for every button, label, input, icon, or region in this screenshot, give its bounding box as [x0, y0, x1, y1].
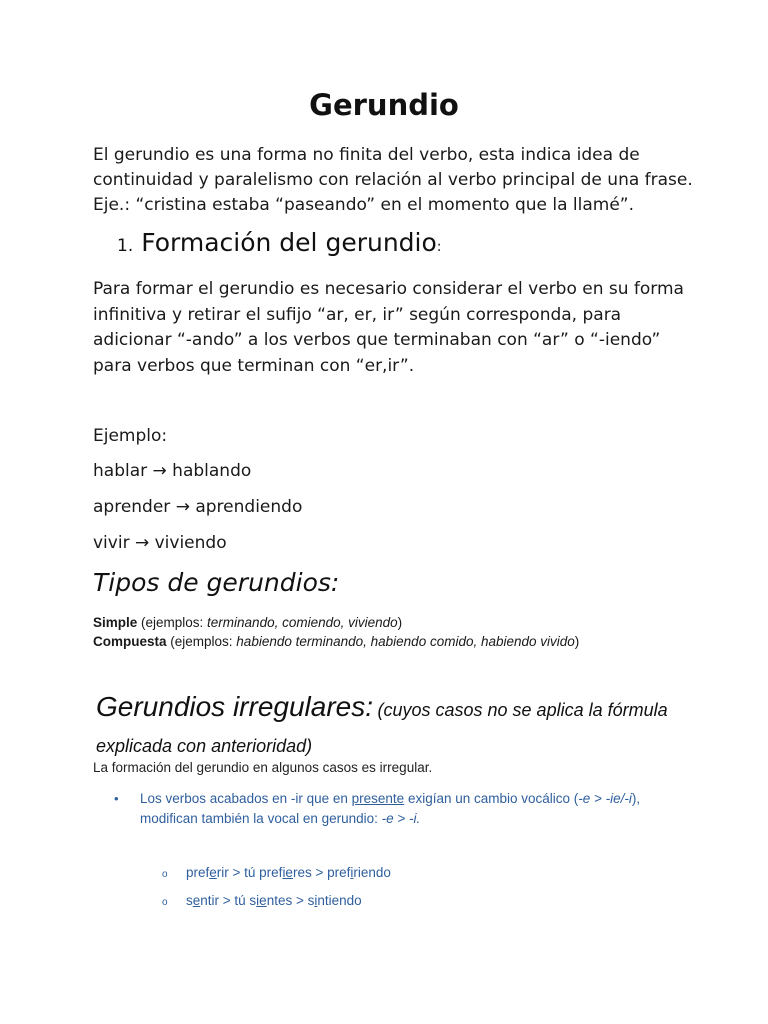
tipo-simple	[93, 613, 579, 632]
list-item	[162, 893, 362, 908]
bullet-text	[140, 789, 684, 829]
list-item	[162, 865, 391, 880]
presente-link[interactable]: presente	[351, 791, 405, 806]
example-part: rir > tú pref	[216, 865, 283, 880]
section-number: 1.	[117, 236, 134, 256]
bullet-text-part: exigían un cambio vocálico (	[404, 791, 579, 806]
tipo-compuesta-prefix: (ejemplos:	[166, 634, 237, 649]
example-part: ntes > s	[266, 893, 315, 908]
example-part: ntiendo	[317, 893, 362, 908]
section-title: Formación del gerundio	[141, 228, 437, 257]
intro-paragraph: El gerundio es una forma no finita del verbo, esta indica idea de continuidad y paralelismo con relación al verbo principal de una frase. Eje.: “cristina estaba “paseando” en el momento que la llamé”.	[93, 145, 693, 215]
example-part: i	[314, 893, 318, 908]
tipos-heading: Tipos de gerundios:	[93, 568, 340, 597]
example-part: s	[186, 893, 193, 908]
tipos-list	[93, 613, 579, 651]
bullet-icon: •	[114, 791, 119, 806]
example-part: res > pref	[292, 865, 351, 880]
tipo-simple-prefix: (ejemplos:	[137, 615, 208, 630]
tipo-compuesta	[93, 632, 579, 651]
example-part: i	[350, 865, 354, 880]
tipo-simple-examples: terminando, comiendo, viviendo	[207, 615, 398, 630]
example-item: hablar → hablando	[93, 461, 252, 481]
example-part: riendo	[353, 865, 391, 880]
close-paren: )	[397, 615, 403, 630]
close-paren: )	[574, 634, 580, 649]
irregulares-title: Gerundios irregulares:	[96, 691, 374, 722]
example-part: pref	[186, 865, 210, 880]
circle-bullet-icon: o	[162, 869, 168, 880]
irregulares-subtext: La formación del gerundio en algunos casos es irregular.	[93, 760, 433, 775]
section-colon: :	[436, 239, 442, 255]
bullet-text-part: Los verbos acabados en -ir que en	[140, 791, 352, 806]
list-item	[114, 789, 684, 829]
tipo-compuesta-label: Compuesta	[93, 634, 167, 649]
example-part: ie	[282, 865, 293, 880]
page-title: Gerundio	[309, 88, 459, 122]
example-item: aprender → aprendiendo	[93, 497, 303, 517]
tipo-compuesta-examples: habiendo terminando, habiendo comido, habiendo vivido	[236, 634, 575, 649]
irregulares-heading	[96, 690, 696, 765]
example-part: e	[192, 893, 201, 908]
example-part: ntir > tú s	[200, 893, 257, 908]
example-part: ie	[256, 893, 267, 908]
example-part: e	[209, 865, 217, 880]
tipo-simple-label: Simple	[93, 615, 138, 630]
circle-bullet-icon: o	[162, 897, 168, 908]
example-label: Ejemplo:	[93, 426, 168, 446]
bullet-rule: -e > -ie/-i	[578, 791, 632, 806]
bullet-rule: -e > -i.	[381, 811, 421, 826]
irregulares-note: (cuyos casos no se aplica la fórmula explicada con anterioridad)	[96, 700, 668, 756]
example-item: vivir → viviendo	[93, 533, 227, 553]
section-heading-formacion	[117, 228, 442, 257]
bullet-text-part: ), modifican también la vocal en gerundio:	[140, 791, 641, 826]
formacion-paragraph: Para formar el gerundio es necesario considerar el verbo en su forma infinitiva y retirar el sufijo “ar, er, ir” según corresponda, para adicionar “-ando” a los verbos que terminaban con “ar” o “-iendo” para verbos que terminan con “er,ir”.	[93, 279, 684, 376]
